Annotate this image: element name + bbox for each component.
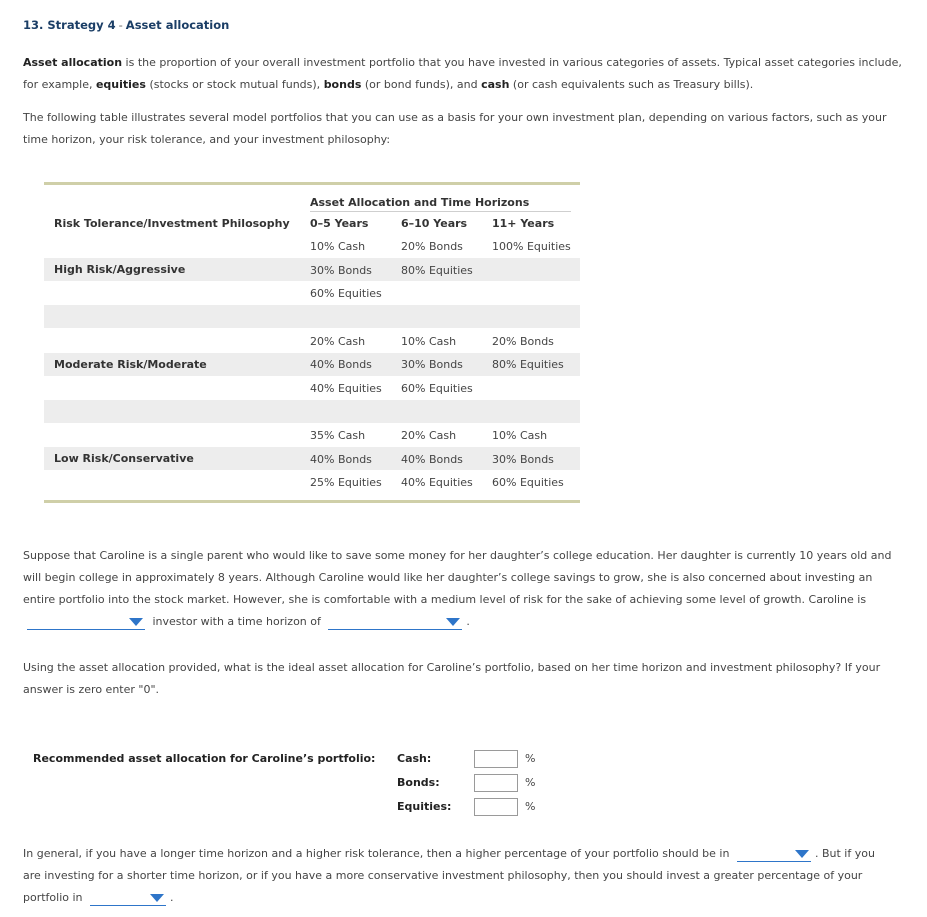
table-cell: 30% Bonds: [401, 358, 463, 371]
greater-percentage-dropdown[interactable]: [90, 891, 166, 906]
dropdown-arrow-icon: [795, 850, 809, 858]
general-paragraph: [23, 843, 885, 909]
bonds-input[interactable]: [474, 774, 518, 792]
table-top-rule: [44, 182, 580, 185]
intro-text-4: (or cash equivalents such as Treasury bills).: [509, 78, 754, 91]
row-label-low-risk: Low Risk/Conservative: [54, 452, 194, 465]
row-shade: [44, 400, 580, 423]
table-header-underline: [310, 211, 571, 212]
higher-percentage-dropdown[interactable]: [737, 847, 811, 862]
intro-text-1: is the proportion of your overall investment portfolio that you have invested in various categories of assets. Typical asset categories include, for example,: [23, 56, 902, 91]
term-cash: cash: [481, 78, 510, 91]
column-header-6-10: 6–10 Years: [401, 217, 468, 230]
table-cell: 10% Cash: [492, 429, 548, 442]
general-text-3: .: [170, 891, 174, 904]
dropdown-arrow-icon: [129, 618, 143, 626]
question-number: 13.: [23, 18, 44, 32]
table-cell: 20% Bonds: [492, 335, 554, 348]
cash-input[interactable]: [474, 750, 518, 768]
table-cell: 100% Equities: [492, 240, 571, 253]
question-title-sub: Asset allocation: [125, 18, 230, 32]
table-cell: 20% Cash: [310, 335, 366, 348]
term-bonds: bonds: [323, 78, 362, 91]
bonds-label: Bonds:: [397, 776, 440, 789]
equities-label: Equities:: [397, 800, 452, 813]
equities-percent-unit: %: [525, 800, 536, 813]
table-cell: 60% Equities: [492, 476, 564, 489]
recommended-allocation-label: Recommended asset allocation for Caroline’s portfolio:: [33, 752, 376, 765]
allocation-prompt: Using the asset allocation provided, what is the ideal asset allocation for Caroline’s portfolio, based on her time horizon and investment philosophy? If your answer is zero enter "0".: [23, 661, 881, 696]
equities-input[interactable]: [474, 798, 518, 816]
row-label-moderate-risk: Moderate Risk/Moderate: [54, 358, 207, 371]
scenario-paragraph: [23, 545, 903, 633]
scenario-text-1: Suppose that Caroline is a single parent who would like to save some money for her daughter’s college education. Her daughter is currently 10 years old and will begin college in approximately 8 years. Although Caroline would like her daughter’s college savings to grow, she is also concerned about investing an entire portfolio into the stock market. However, she is comfortable with a medium level of risk for the sake of achieving some level of growth. Caroline is: [23, 549, 892, 606]
table-cell: 30% Bonds: [310, 264, 372, 277]
table-cell: 60% Equities: [401, 382, 473, 395]
intro-text-3: (or bond funds), and: [361, 78, 482, 91]
table-cell: 40% Bonds: [310, 358, 372, 371]
question-title: [23, 18, 229, 32]
row-label-high-risk: High Risk/Aggressive: [54, 263, 186, 276]
table-cell: 40% Equities: [310, 382, 382, 395]
table-header-main: Asset Allocation and Time Horizons: [310, 196, 530, 209]
table-cell: 10% Cash: [401, 335, 457, 348]
table-cell: 35% Cash: [310, 429, 366, 442]
term-equities: equities: [95, 78, 146, 91]
table-cell: 40% Bonds: [401, 453, 463, 466]
row-shade: [44, 305, 580, 328]
question-title-main: Strategy 4: [47, 18, 116, 32]
dropdown-arrow-icon: [446, 618, 460, 626]
dropdown-arrow-icon: [150, 894, 164, 902]
table-cell: 25% Equities: [310, 476, 382, 489]
table-cell: 80% Equities: [401, 264, 473, 277]
time-horizon-dropdown[interactable]: [328, 615, 462, 630]
table-cell: 40% Equities: [401, 476, 473, 489]
general-text-2: . But if you are investing for a shorter time horizon, or if you have a more conservative investment philosophy, then you should invest a greater percentage of your portfolio in: [23, 847, 875, 904]
general-text-1: In general, if you have a longer time horizon and a higher risk tolerance, then a higher percentage of your portfolio should be in: [23, 847, 730, 860]
table-cell: 20% Cash: [401, 429, 457, 442]
table-cell: 10% Cash: [310, 240, 366, 253]
table-cell: 40% Bonds: [310, 453, 372, 466]
column-header-11-plus: 11+ Years: [492, 217, 555, 230]
intro-paragraph-1: [23, 52, 903, 96]
table-cell: 80% Equities: [492, 358, 564, 371]
table-cell: 60% Equities: [310, 287, 382, 300]
table-bottom-rule: [44, 500, 580, 503]
scenario-text-3: .: [466, 615, 470, 628]
table-cell: 30% Bonds: [492, 453, 554, 466]
table-row-header: Risk Tolerance/Investment Philosophy: [54, 217, 290, 230]
scenario-text-2: investor with a time horizon of: [152, 615, 321, 628]
term-asset-allocation: Asset allocation: [23, 56, 123, 69]
table-cell: 20% Bonds: [401, 240, 463, 253]
cash-label: Cash:: [397, 752, 432, 765]
investor-type-dropdown[interactable]: [27, 615, 145, 630]
title-separator: -: [118, 18, 123, 32]
bonds-percent-unit: %: [525, 776, 536, 789]
intro-text-2: (stocks or stock mutual funds),: [145, 78, 324, 91]
cash-percent-unit: %: [525, 752, 536, 765]
column-header-0-5: 0–5 Years: [310, 217, 369, 230]
intro-paragraph-2: The following table illustrates several model portfolios that you can use as a basis for your own investment plan, depending on various factors, such as your time horizon, your risk tolerance, and your investment philosophy:: [23, 111, 887, 146]
